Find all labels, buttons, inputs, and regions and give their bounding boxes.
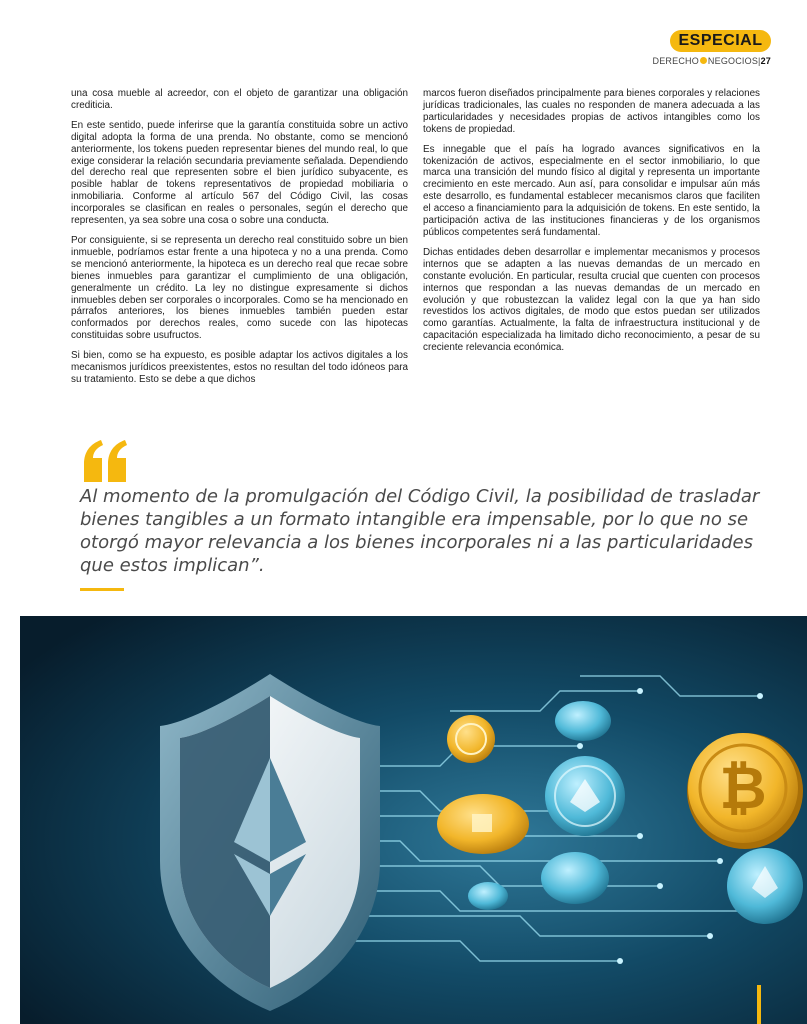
svg-text:₿: ₿ <box>719 754 767 822</box>
paragraph: una cosa mueble al acreedor, con el objeto de garantizar una obligación crediticia. <box>71 88 408 111</box>
body-column-right <box>423 88 760 362</box>
paragraph: En este sentido, puede inferirse que la garantía constituida sobre un activo digital adopta la forma de una prenda. No obstante, como se mencionó anteriormente, los tokens pueden representar bienes del mundo real, lo que exige considerar la relación secundaria previamente señalada. Dependiendo del derecho real que representen sobre el bien jurídico subyacente, es posible hablar de tokens representativos de propiedad mobiliaria o inmobiliaria. Conforme al artículo 567 del Código Civil, las cosas incorporales se clasifican en reales o personales, según el derecho que representen, ya sea sobre una cosa o sobre una conducta. <box>71 119 408 227</box>
paragraph: Dichas entidades deben desarrollar e implementar mecanismos y procesos internos que se adapten a las nuevas demandas de un mercado en constante evolución. En particular, resulta crucial que cuenten con procesos internos que respondan a las nuevas demandas de un mercado en evolución y que robustezcan la validez legal con la que ya han sido revestidos los activos digitales, de modo que estos puedan ser utilizados como garantías. Actualmente, la falta de infraestructura institucional y de capacitación especializada ha limitado dicho reconocimiento, a pesar de su creciente relevancia económica. <box>423 246 760 354</box>
paragraph: Si bien, como se ha expuesto, es posible adaptar los activos digitales a los mecanismos jurídicos preexistentes, estos no resultan del todo idóneos para su tratamiento. Esto se debe a que dichos <box>71 350 408 385</box>
section-label-right: NEGOCIOS <box>707 56 759 66</box>
page-number: 27 <box>760 56 771 66</box>
crypto-coin-icon <box>447 715 495 763</box>
paragraph: Por consiguiente, si se representa un derecho real constituido sobre un bien inmueble, podríamos estar frente a una hipoteca y no a una prenda. Como se mencionó anteriormente, la hipoteca es un derecho real que recae sobre bienes inmuebles para garantizar el cumplimiento de una obligación, generalmente un crédito. La ley no distingue expresamente si dichos inmuebles deben ser corporales o incorporales. Como se ha mencionado en párrafos anteriores, los bienes inmuebles también pueden estar conformados por derechos reales, como sucede con las hipotecas constituidas sobre usufructos. <box>71 234 408 342</box>
paragraph: marcos fueron diseñados principalmente para bienes corporales y relaciones jurídicas tradicionales, las cuales no responden de manera adecuada a las particularidades y necesidades propias de activos intangibles como los tokens de propiedad. <box>423 88 760 135</box>
crypto-coin-icon <box>545 756 625 836</box>
quote-underline <box>80 588 124 591</box>
section-label-left: DERECHO <box>652 56 699 66</box>
section-line: DERECHO NEGOCIOS|27 <box>652 56 771 66</box>
hero-illustration <box>20 616 807 1024</box>
side-accent-bar <box>757 985 761 1024</box>
paragraph: Es innegable que el país ha logrado avances significativos en la tokenización de activos, especialmente en el sector inmobiliario, lo que marca una transición del mundo físico al digital y representa un importante crecimiento en este mercado. Aun así, para consolidar e impulsar aún más este desarrollo, es fundamental establecer mecanismos claros que faciliten el acceso a financiamiento para la adquisición de tokens. En este sentido, la participación activa de las instituciones financieras y de los organismos públicos competentes será fundamental. <box>423 143 760 238</box>
section-badge: ESPECIAL <box>670 30 771 52</box>
coin-icon <box>700 57 707 64</box>
crypto-security-illustration <box>20 616 807 1024</box>
quote-mark-icon <box>80 438 130 484</box>
bitcoin-coin-icon <box>687 733 803 849</box>
body-column-left <box>71 88 408 394</box>
crypto-coin-icon <box>437 794 529 854</box>
pull-quote: Al momento de la promulgación del Código Civil, la posibilidad de trasladar bienes tangibles a un formato intangible era impensable, por lo que no se otorgó mayor relevancia a los bienes incorporales ni a las particularidades que estos implican”. <box>80 486 760 576</box>
